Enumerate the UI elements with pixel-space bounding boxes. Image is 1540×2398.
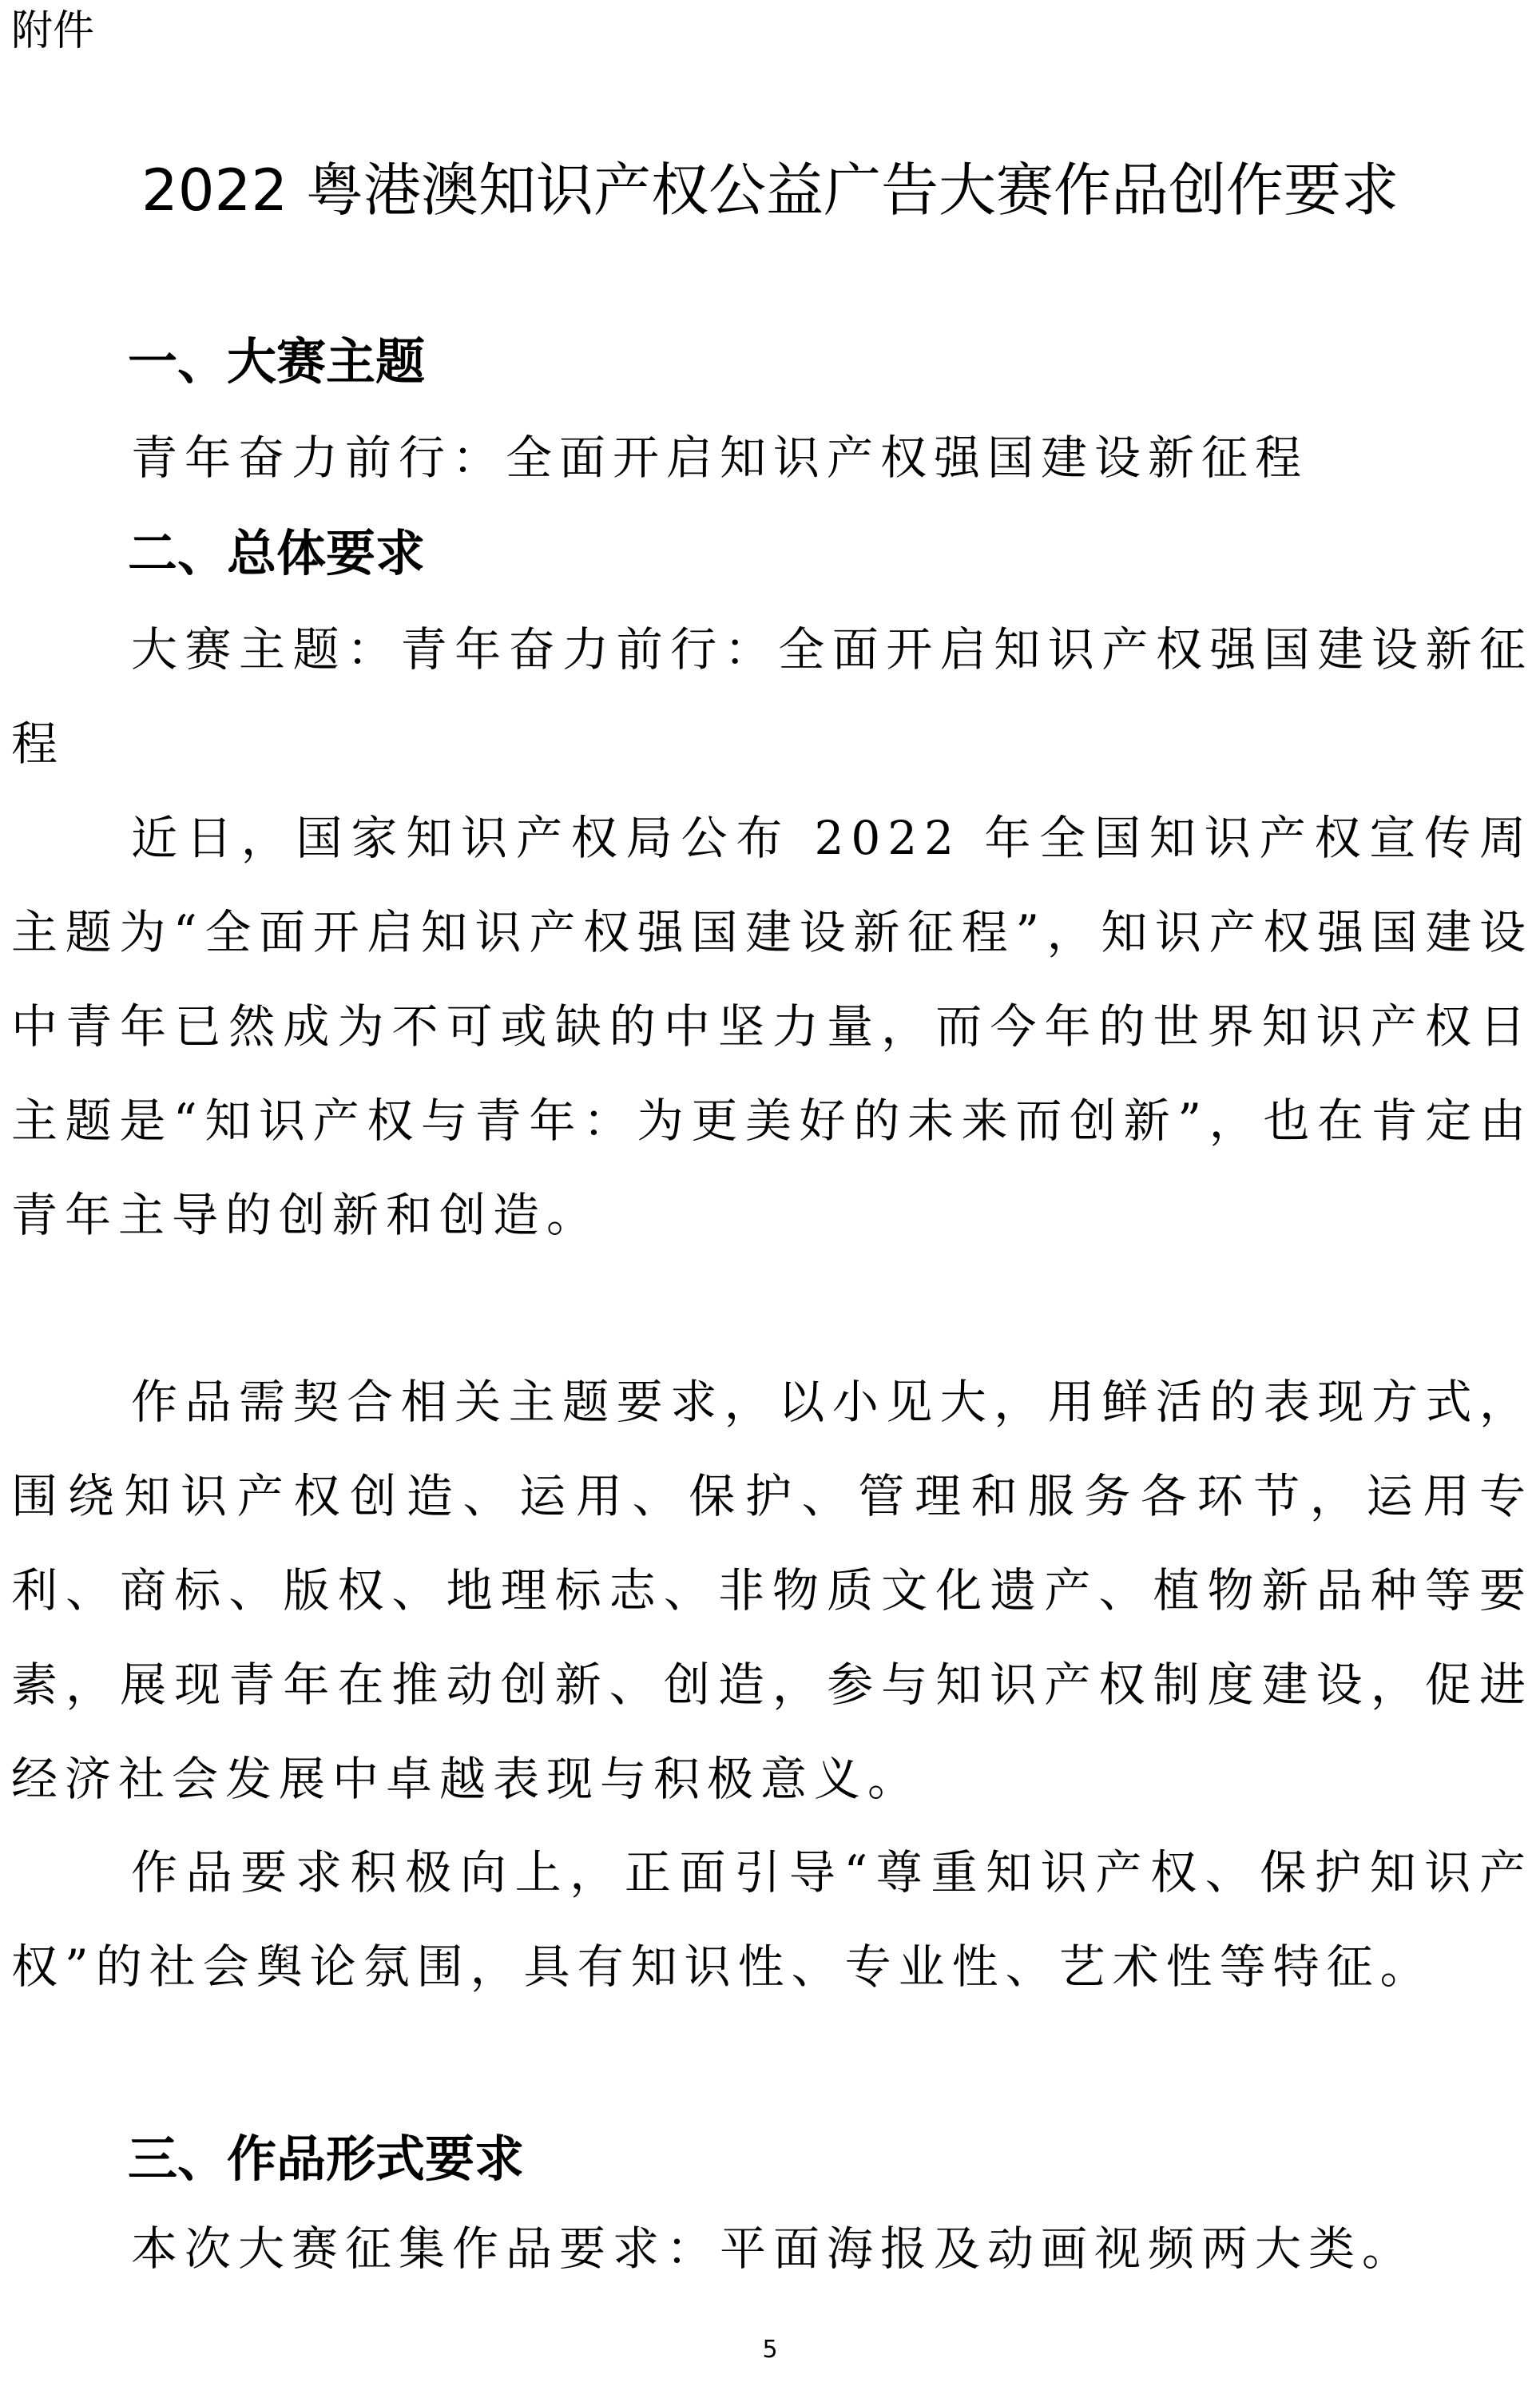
paragraph-tone-requirements: 作品要求积极向上，正面引导“尊重知识产权、保护知识产权”的社会舆论氛围，具有知识性、专业性、艺术性等特征。 (11, 1845, 1533, 1994)
format-text: 本次大赛征集作品要求：平面海报及动画视频两大类。 (131, 2221, 1416, 2276)
page-number: 5 (762, 2336, 778, 2364)
paragraph-content-requirements: 作品需契合相关主题要求，以小见大，用鲜活的表现方式，围绕知识产权创造、运用、保护、管理和服务各环节，运用专利、商标、版权、地理标志、非物质文化遗产、植物新品种等要素，展现青年在推动创新、创造，参与知识产权制度建设，促进经济社会发展中卓越表现与积极意义。 (11, 1375, 1533, 1806)
section-heading-format-requirements: 三、作品形式要求 (128, 2130, 525, 2188)
attachment-label: 附件 (11, 7, 95, 55)
section-heading-general-requirements: 二、总体要求 (128, 524, 426, 582)
document-title: 2022 粤港澳知识产权公益广告大赛作品创作要求 (141, 157, 1399, 224)
paragraph-background: 近日，国家知识产权局公布 2022 年全国知识产权宣传周主题为“全面开启知识产权强国建设新征程”，知识产权强国建设中青年已然成为不可或缺的中坚力量，而今年的世界知识产权日主题是“知识产权与青年：为更美好的未来而创新”，也在肯定由青年主导的创新和创造。 (11, 811, 1533, 1242)
section-heading-theme: 一、大赛主题 (128, 332, 426, 391)
theme-text: 青年奋力前行：全面开启知识产权强国建设新征程 (131, 431, 1309, 485)
paragraph-contest-theme: 大赛主题：青年奋力前行：全面开启知识产权强国建设新征程 (11, 622, 1533, 771)
